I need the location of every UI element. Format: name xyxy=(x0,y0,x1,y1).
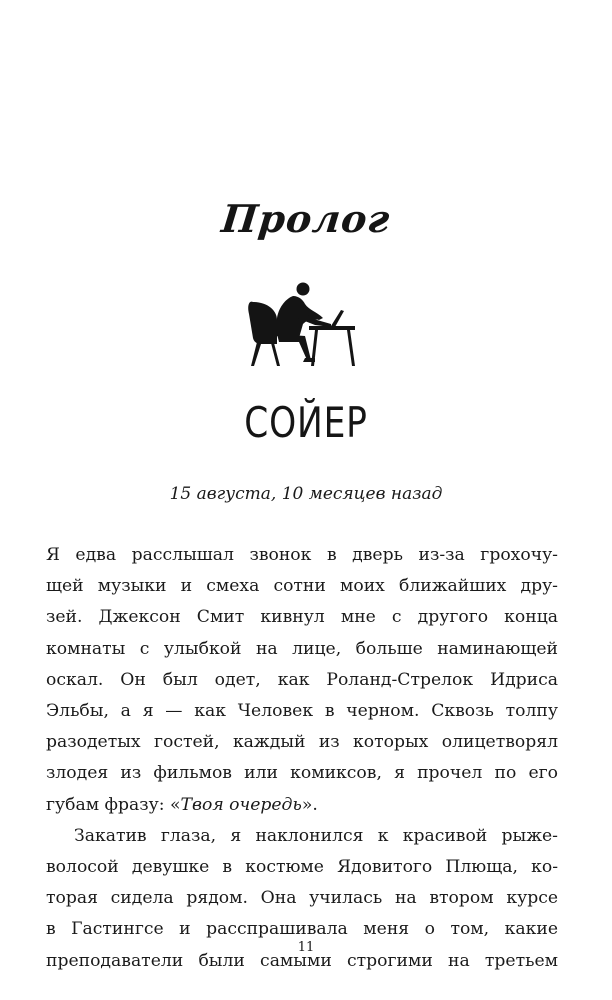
text-line xyxy=(46,790,558,821)
man-at-laptop-icon xyxy=(243,280,363,370)
quote-close: ». xyxy=(301,794,318,815)
character-name-heading: СОЙЕР xyxy=(244,398,368,447)
page-number: 11 xyxy=(297,940,315,955)
text-line: торая сидела рядом. Она училась на втором курсе xyxy=(46,888,558,909)
text-line: Я едва расслышал звонок в дверь из-за грохочу- xyxy=(46,545,558,565)
body-text xyxy=(46,540,558,977)
text-line: зей. Джексон Смит кивнул мне с другого конца xyxy=(46,607,558,628)
text-line: преподаватели были самыми строгими на третьем xyxy=(46,950,558,971)
text-line: Эльбы, а я — как Человек в черном. Сквозь толпу xyxy=(46,701,558,722)
quoted-phrase: Твоя очередь xyxy=(180,794,302,815)
chapter-dateline: 15 августа, 10 месяцев назад xyxy=(169,484,443,504)
text-line: комнаты с улыбкой на лице, больше наминающей xyxy=(46,638,558,659)
text-line: разодетых гостей, каждый из которых олицетворял xyxy=(46,732,558,753)
quote-lead: губам фразу: « xyxy=(46,794,181,815)
prologue-title: Пролог xyxy=(219,196,393,241)
text-line: щей музыки и смеха сотни моих ближайших дру- xyxy=(46,576,558,597)
text-line: оскал. Он был одет, как Роланд-Стрелок Идриса xyxy=(46,669,558,690)
text-line: волосой девушке в костюме Ядовитого Плюща, ко- xyxy=(46,857,558,878)
text-line: Закатив глаза, я наклонился к красивой рыже- xyxy=(74,825,558,846)
text-line: в Гастингсе и расспрашивала меня о том, какие xyxy=(46,919,558,940)
text-line: злодея из фильмов или комиксов, я прочел по его xyxy=(46,763,558,784)
